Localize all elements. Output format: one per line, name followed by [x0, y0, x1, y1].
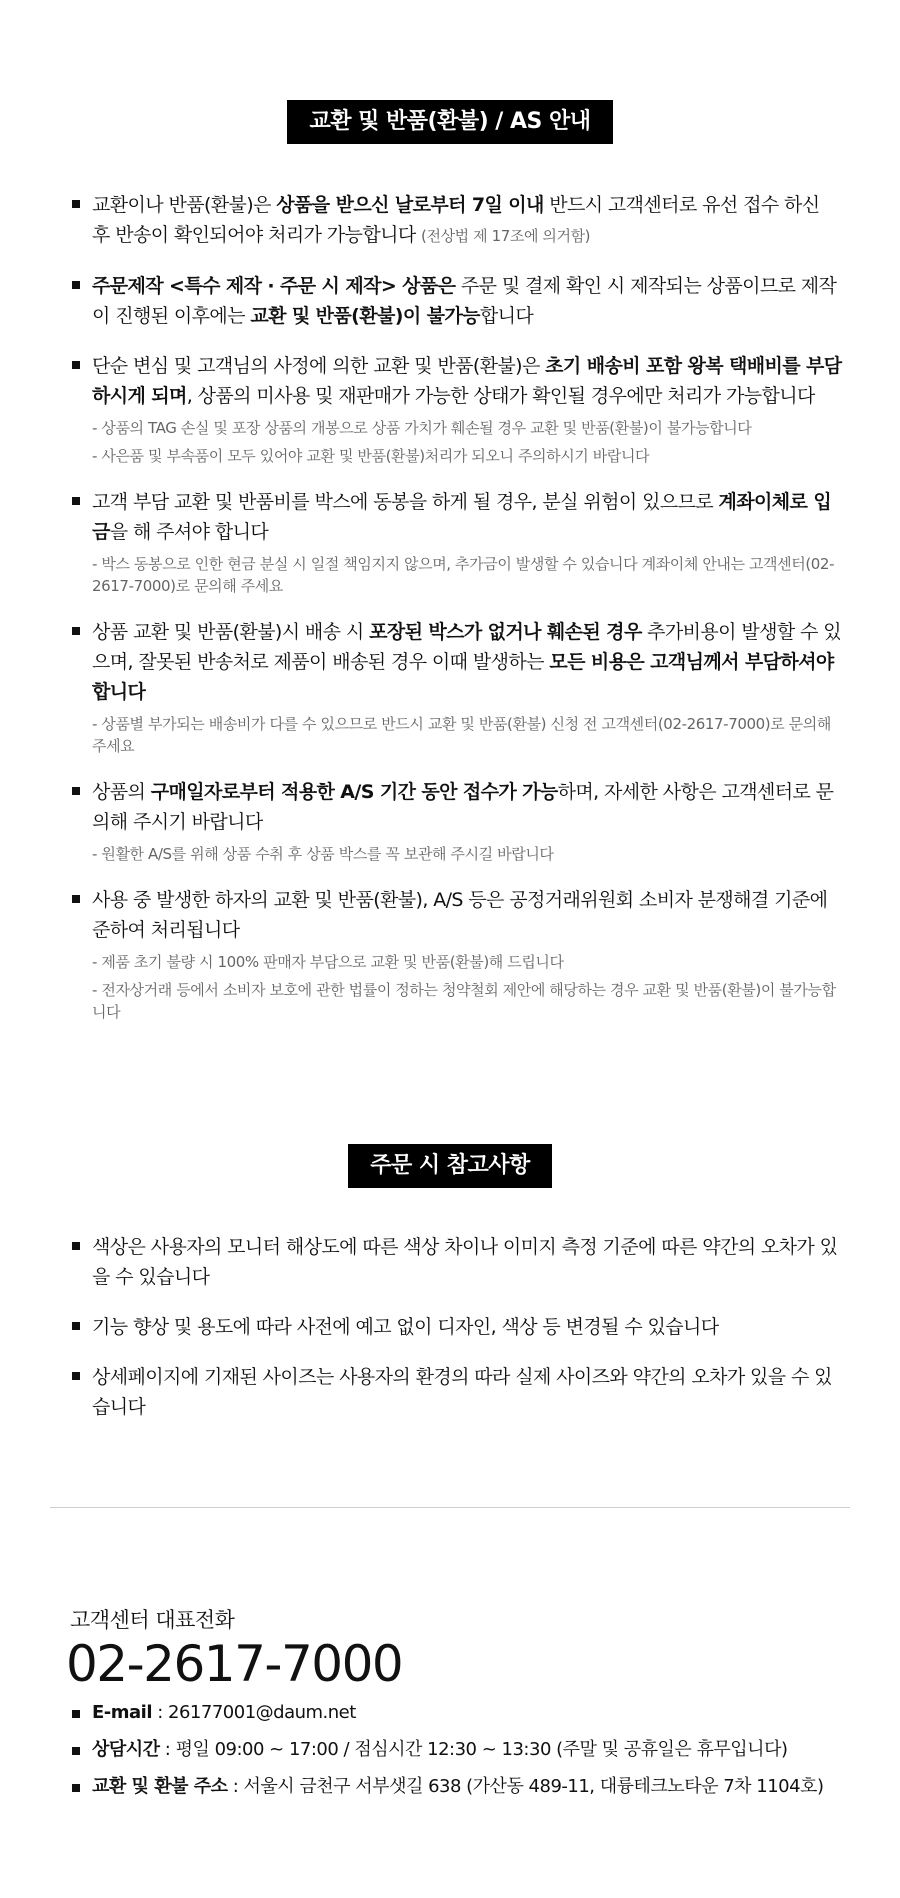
note-text: (전상법 제 17조에 의거함): [421, 227, 591, 245]
hours-row: [72, 1738, 862, 1775]
bullet-icon: [72, 627, 80, 635]
text-segment: 합니다: [479, 305, 534, 327]
emphasis-text: 교환 및 반품(환불)이 불가능: [250, 305, 480, 327]
bullet-icon: [72, 1322, 80, 1330]
emphasis-text: 초기 배송비 포함 왕복 택배비를 부담하시게 되며: [92, 355, 842, 407]
bullet-icon: [72, 787, 80, 795]
list-item: [72, 271, 842, 331]
order-notes-list: [72, 1232, 842, 1442]
list-item-text: [92, 777, 842, 837]
text-segment: 을 해 주셔야 합니다: [109, 521, 269, 543]
emphasis-text: 모든 비용은 고객님께서 부담하셔야 합니다: [92, 651, 834, 703]
sub-note: - 사은품 및 부속품이 모두 있어야 교환 및 반품(환불)처리가 되오니 주의하시기 바랍니다: [92, 447, 650, 465]
list-item-text: 색상은 사용자의 모니터 해상도에 따른 색상 차이나 이미지 측정 기준에 따른 약간의 오차가 있을 수 있습니다: [92, 1236, 838, 1288]
bullet-icon: [72, 1747, 80, 1755]
contact-info-list: [72, 1701, 862, 1812]
bullet-icon: [72, 1372, 80, 1380]
list-item: [72, 190, 842, 251]
list-item: [72, 885, 842, 1023]
list-item-text: [92, 351, 842, 411]
hours-label: 상담시간: [92, 1739, 160, 1760]
list-item-text: [92, 487, 842, 547]
email-label: E-mail: [92, 1702, 153, 1723]
customer-center-label: 고객센터 대표전화: [70, 1608, 235, 1632]
emphasis-text: 상품을 받으신 날로부터 7일 이내: [276, 194, 544, 216]
text-segment: , 상품의 미사용 및 재판매가 가능한 상태가 확인될 경우에만 처리가 가능합니다: [186, 385, 815, 407]
email-value: : 26177001@daum.net: [152, 1702, 356, 1723]
emphasis-text: 계좌이체로 입금: [92, 491, 832, 543]
sub-note: - 박스 동봉으로 인한 현금 분실 시 일절 책임지지 않으며, 추가금이 발생할 수 있습니다 계좌이체 안내는 고객센터(02-2617-7000)로 문의해 주세요: [92, 555, 835, 595]
section-header-order-notes: [0, 1144, 900, 1188]
list-item-text: [92, 885, 842, 945]
text-segment: 하며, 자세한 사항은 고객센터로 문의해 주시기 바랍니다: [92, 781, 834, 833]
list-item: [72, 777, 842, 865]
bullet-icon: [72, 497, 80, 505]
list-item: [72, 1362, 842, 1422]
emphasis-text: 구매일자로부터 적용한 A/S 기간 동안 접수가 가능: [150, 781, 558, 803]
hours-value: : 평일 09:00 ~ 17:00 / 점심시간 12:30 ~ 13:30 (주말 및 공휴일은 휴무입니다): [159, 1739, 788, 1760]
bullet-icon: [72, 1784, 80, 1792]
bullet-icon: [72, 281, 80, 289]
exchange-policy-list: [72, 190, 842, 1023]
list-item: [72, 487, 842, 597]
email-row: [72, 1701, 862, 1738]
address-value: : 서울시 금천구 서부샛길 638 (가산동 489-11, 대륭테크노타운 7차 1104호): [227, 1776, 824, 1797]
text-segment: 주문 및 결제 확인 시 제작되는 상품이므로 제작이 진행된 이후에는: [92, 275, 837, 327]
divider: [50, 1507, 850, 1508]
text-segment: 상품의: [92, 781, 151, 803]
emphasis-text: 포장된 박스가 없거나 훼손된 경우: [369, 621, 642, 643]
section-title-exchange: 교환 및 반품(환불) / AS 안내: [287, 100, 612, 144]
bullet-icon: [72, 1710, 80, 1718]
text-segment: 반드시 고객센터로 유선 접수 하신 후 반송이 확인되어야 처리가 가능합니다: [92, 194, 820, 246]
text-segment: 교환이나 반품(환불)은: [92, 194, 277, 216]
sub-note: - 전자상거래 등에서 소비자 보호에 관한 법률이 정하는 청약철회 제안에 해당하는 경우 교환 및 반품(환불)이 불가능합니다: [92, 981, 836, 1021]
sub-note: - 상품의 TAG 손실 및 포장 상품의 개봉으로 상품 가치가 훼손될 경우 교환 및 반품(환불)이 불가능합니다: [92, 419, 752, 437]
sub-note: - 원활한 A/S를 위해 상품 수취 후 상품 박스를 꼭 보관해 주시길 바랍니다: [92, 845, 554, 863]
bullet-icon: [72, 361, 80, 369]
list-item: [72, 1312, 842, 1342]
list-item-text: [92, 190, 842, 251]
list-item-text: [92, 617, 842, 707]
bullet-icon: [72, 1242, 80, 1250]
text-segment: 상품 교환 및 반품(환불)시 배송 시: [92, 621, 370, 643]
text-segment: 추가비용이 발생할 수 있으며, 잘못된 반송처로 제품이 배송된 경우 이때 발생하는: [92, 621, 842, 673]
list-item: [72, 351, 842, 467]
list-item: [72, 1232, 842, 1292]
customer-center-phone: 02-2617-7000: [66, 1635, 403, 1693]
address-row: [72, 1775, 862, 1812]
list-item: [72, 617, 842, 757]
text-segment: 단순 변심 및 고객님의 사정에 의한 교환 및 반품(환불)은: [92, 355, 546, 377]
section-title-order-notes: 주문 시 참고사항: [348, 1144, 552, 1188]
emphasis-text: 주문제작 <특수 제작 · 주문 시 제작> 상품은: [92, 275, 456, 297]
list-item-text: [92, 271, 842, 331]
list-item-text: 기능 향상 및 용도에 따라 사전에 예고 없이 디자인, 색상 등 변경될 수 있습니다: [92, 1316, 719, 1338]
text-segment: 사용 중 발생한 하자의 교환 및 반품(환불), A/S 등은 공정거래위원회 소비자 분쟁해결 기준에 준하여 처리됩니다: [92, 889, 828, 941]
list-item-text: 상세페이지에 기재된 사이즈는 사용자의 환경의 따라 실제 사이즈와 약간의 오차가 있을 수 있습니다: [92, 1366, 832, 1418]
text-segment: 고객 부담 교환 및 반품비를 박스에 동봉을 하게 될 경우, 분실 위험이 있으므로: [92, 491, 719, 513]
section-header-exchange: [0, 100, 900, 144]
bullet-icon: [72, 895, 80, 903]
sub-note: - 제품 초기 불량 시 100% 판매자 부담으로 교환 및 반품(환불)해 드립니다: [92, 953, 564, 971]
sub-note: - 상품별 부가되는 배송비가 다를 수 있으므로 반드시 교환 및 반품(환불) 신청 전 고객센터(02-2617-7000)로 문의해 주세요: [92, 715, 831, 755]
bullet-icon: [72, 200, 80, 208]
address-label: 교환 및 환불 주소: [92, 1776, 228, 1797]
